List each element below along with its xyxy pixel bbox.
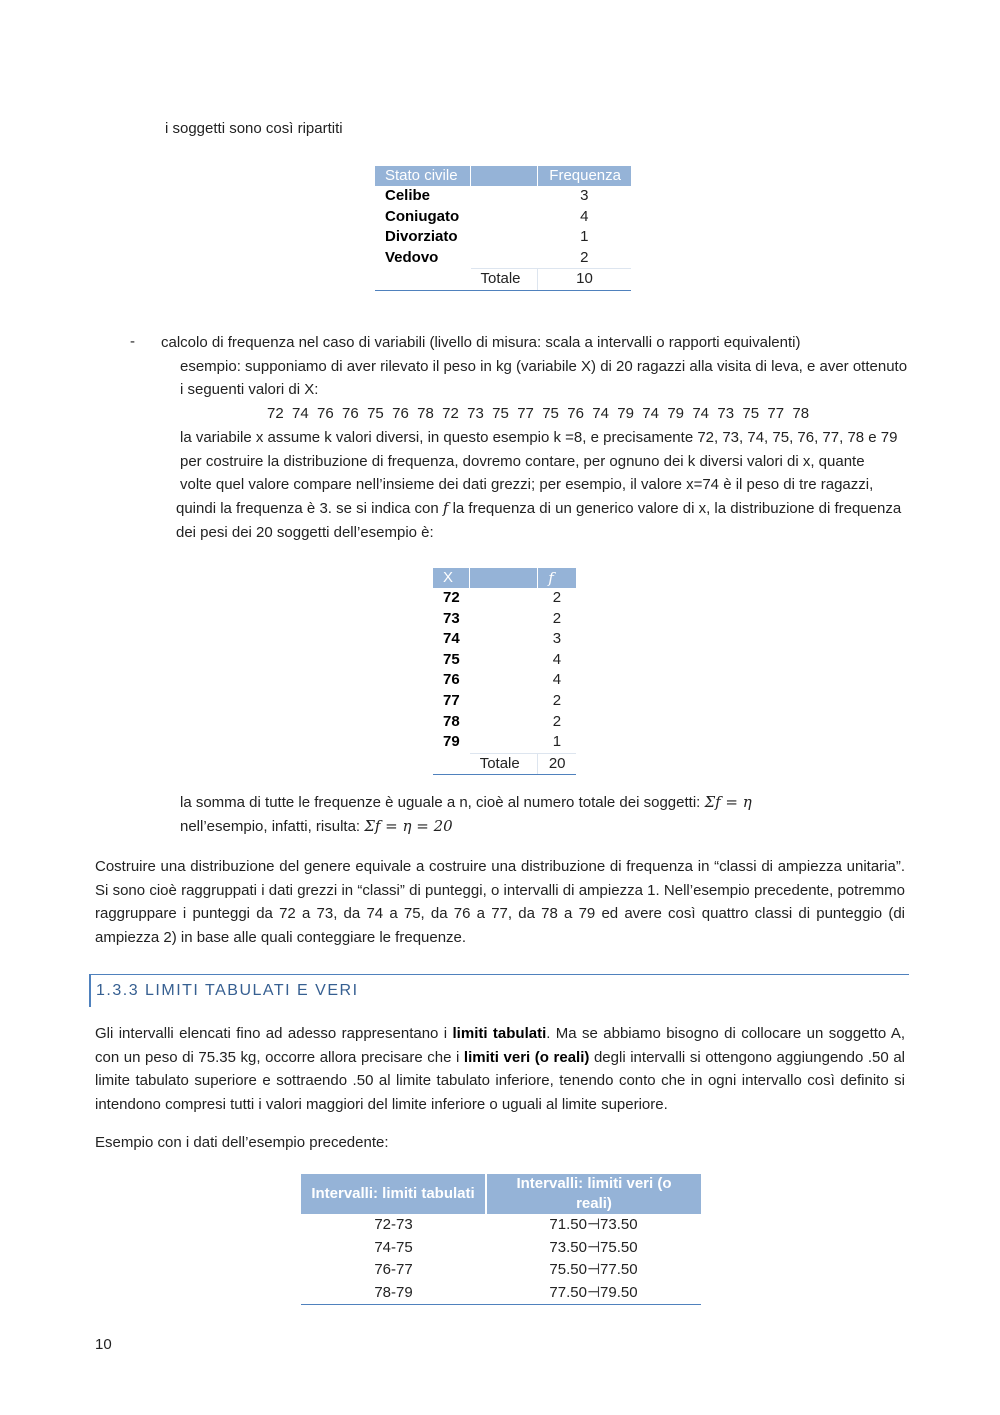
table-header (375, 166, 631, 186)
sum-line-2 (180, 815, 453, 839)
row-value: 2 (580, 248, 589, 266)
intro-text: i soggetti sono così ripartiti (165, 120, 343, 137)
limits-table (301, 1174, 701, 1305)
tabulated-cell: 76-77 (374, 1261, 413, 1279)
paragraph-limits (95, 1022, 905, 1116)
civil-status-table (375, 166, 631, 291)
true-limit-cell: 71.50⊣73.50 (549, 1216, 638, 1233)
row-value: 2 (552, 691, 562, 709)
table-row (433, 670, 576, 691)
row-label: 73 (443, 609, 460, 627)
limits-text-2: . Ma se abbiamo bisogno di collocare un soggetto A, con un peso di 75.35 kg, occorre allora precisare che i (95, 1025, 905, 1066)
total-value: 20 (538, 753, 577, 775)
bullet-dash: - (130, 333, 135, 350)
row-label: Celibe (385, 187, 431, 204)
sum-formula-2: Σf = η = 20 (364, 817, 453, 835)
table-row (375, 248, 631, 269)
bullet-text: calcolo di frequenza nel caso di variabili (livello di misura: scala a intervalli o rapporti equivalenti) (161, 334, 801, 351)
total-label: Totale (470, 753, 538, 775)
table-row (301, 1282, 701, 1305)
row-value: 2 (552, 589, 562, 606)
sum-formula-1: Σf = η (704, 793, 752, 811)
table-row (301, 1237, 701, 1260)
row-label: 74 (443, 630, 460, 648)
header-x: X (433, 568, 470, 588)
header-frequenza: Frequenza (538, 166, 632, 186)
table-header (301, 1174, 701, 1214)
page-number: 10 (95, 1336, 112, 1353)
row-value: 3 (580, 187, 589, 204)
sum-text-1: la somma di tutte le frequenze è uguale a n, cioè al numero totale dei soggetti: (180, 794, 705, 811)
desc-line-3: volte quel valore compare nell’insieme dei dati grezzi; per esempio, il valore x=74 è il peso di tre ragazzi, (180, 476, 874, 493)
values-line: 72 74 76 76 75 76 78 72 73 75 77 75 76 74 79 74 79 74 73 75 77 78 (267, 405, 810, 422)
row-value: 2 (552, 609, 562, 627)
row-value: 2 (552, 712, 562, 730)
desc-line-2: per costruire la distribuzione di frequenza, dovremo contare, per ognuno dei k diversi valori di x, quante (180, 453, 865, 470)
table-row (375, 186, 631, 207)
text-before-f: quindi la frequenza è 3. se si indica con (176, 500, 443, 517)
table-row (433, 691, 576, 712)
row-label: Coniugato (385, 207, 460, 225)
row-label: 75 (443, 650, 460, 668)
header-empty (471, 166, 538, 186)
table-row (433, 732, 576, 753)
row-value: 4 (552, 671, 562, 689)
desc-line-1: la variabile x assume k valori diversi, in questo esempio k =8, e precisamente 72, 73, 74, 75, 76, 77, 78 e 79 (180, 429, 898, 446)
tabulated-cell: 78-79 (301, 1282, 486, 1305)
row-value: 3 (552, 630, 562, 648)
desc-line-5: dei pesi dei 20 soggetti dell’esempio è: (176, 524, 434, 541)
text-after-f: la frequenza di un generico valore di x, la distribuzione di frequenza (448, 500, 902, 517)
row-value: 4 (552, 650, 562, 668)
table-row (433, 609, 576, 630)
header-stato-civile: Stato civile (375, 166, 471, 186)
example-line-2: i seguenti valori di X: (180, 381, 319, 398)
limits-bold-1: limiti tabulati (452, 1025, 547, 1042)
section-heading: 1.3.3 LIMITI TABULATI E VERI (96, 982, 359, 999)
row-label: 78 (443, 712, 460, 730)
weight-frequency-table (433, 568, 576, 775)
tabulated-cell: 74-75 (374, 1238, 413, 1256)
header-true-limits: Intervalli: limiti veri (o reali) (486, 1174, 701, 1214)
table-row (433, 712, 576, 733)
row-value: 4 (580, 207, 589, 225)
sum-text-2: nell’esempio, infatti, risulta: (180, 818, 365, 835)
row-label: Vedovo (385, 249, 439, 267)
header-tabulated: Intervalli: limiti tabulati (301, 1174, 486, 1214)
total-row (375, 269, 631, 291)
example-line-1: esempio: supponiamo di aver rilevato il peso in kg (variabile X) di 20 ragazzi alla visita di leva, e aver ottenuto (180, 358, 908, 375)
row-label: Divorziato (385, 228, 458, 246)
total-label: Totale (471, 269, 538, 291)
limits-text-3: degli intervalli si ottengono aggiungendo .50 al limite tabulato superiore e sottraendo .50 al limite tabulato inferiore, tenendo conto che in ogni intervallo così definito si intendono compresi tutti i valori maggiori del limite inferiore o uguali al limite superiore. (95, 1048, 905, 1113)
f-symbol: f (442, 499, 449, 517)
true-limit-cell: 77.50⊣79.50 (486, 1282, 701, 1305)
row-label: 72 (443, 589, 460, 606)
tabulated-cell: 72-73 (374, 1216, 413, 1233)
total-row (433, 753, 576, 775)
table-header (433, 568, 576, 588)
table-row (433, 588, 576, 609)
table-row (433, 650, 576, 671)
sum-line-1 (180, 791, 752, 815)
table-row (375, 207, 631, 228)
header-empty (470, 568, 538, 588)
table-row (433, 629, 576, 650)
desc-line-4 (176, 497, 901, 521)
limits-text-1: Gli intervalli elencati fino ad adesso rappresentano i (95, 1025, 453, 1042)
row-label: 76 (443, 671, 460, 689)
example-intro: Esempio con i dati dell’esempio precedente: (95, 1134, 389, 1151)
limits-bold-2: limiti veri (o reali) (463, 1048, 590, 1066)
total-value: 10 (538, 269, 632, 291)
true-limit-cell: 75.50⊣77.50 (549, 1261, 638, 1279)
true-limit-cell: 73.50⊣75.50 (549, 1238, 638, 1256)
table-row (375, 227, 631, 248)
header-f: f (538, 568, 577, 588)
table-row (301, 1214, 701, 1237)
row-label: 77 (443, 691, 460, 709)
row-value: 1 (552, 733, 562, 751)
paragraph-classes: Costruire una distribuzione del genere equivale a costruire una distribuzione di frequenza in “classi di ampiezza unitaria”. Si sono cioè raggruppati i dati grezzi in “classi” di punteggi, o intervalli di ampiezza 1. Nell’esempio precedente, potremmo raggruppare i punteggi da 72 a 73, da 74 a 75, da 76 a 77, da 78 a 79 ed avere così quattro classi di punteggio (di ampiezza 2) in base alle quali conteggiare le frequenze. (95, 858, 905, 946)
table-row (301, 1259, 701, 1282)
row-value: 1 (580, 228, 589, 246)
row-label: 79 (443, 733, 460, 751)
